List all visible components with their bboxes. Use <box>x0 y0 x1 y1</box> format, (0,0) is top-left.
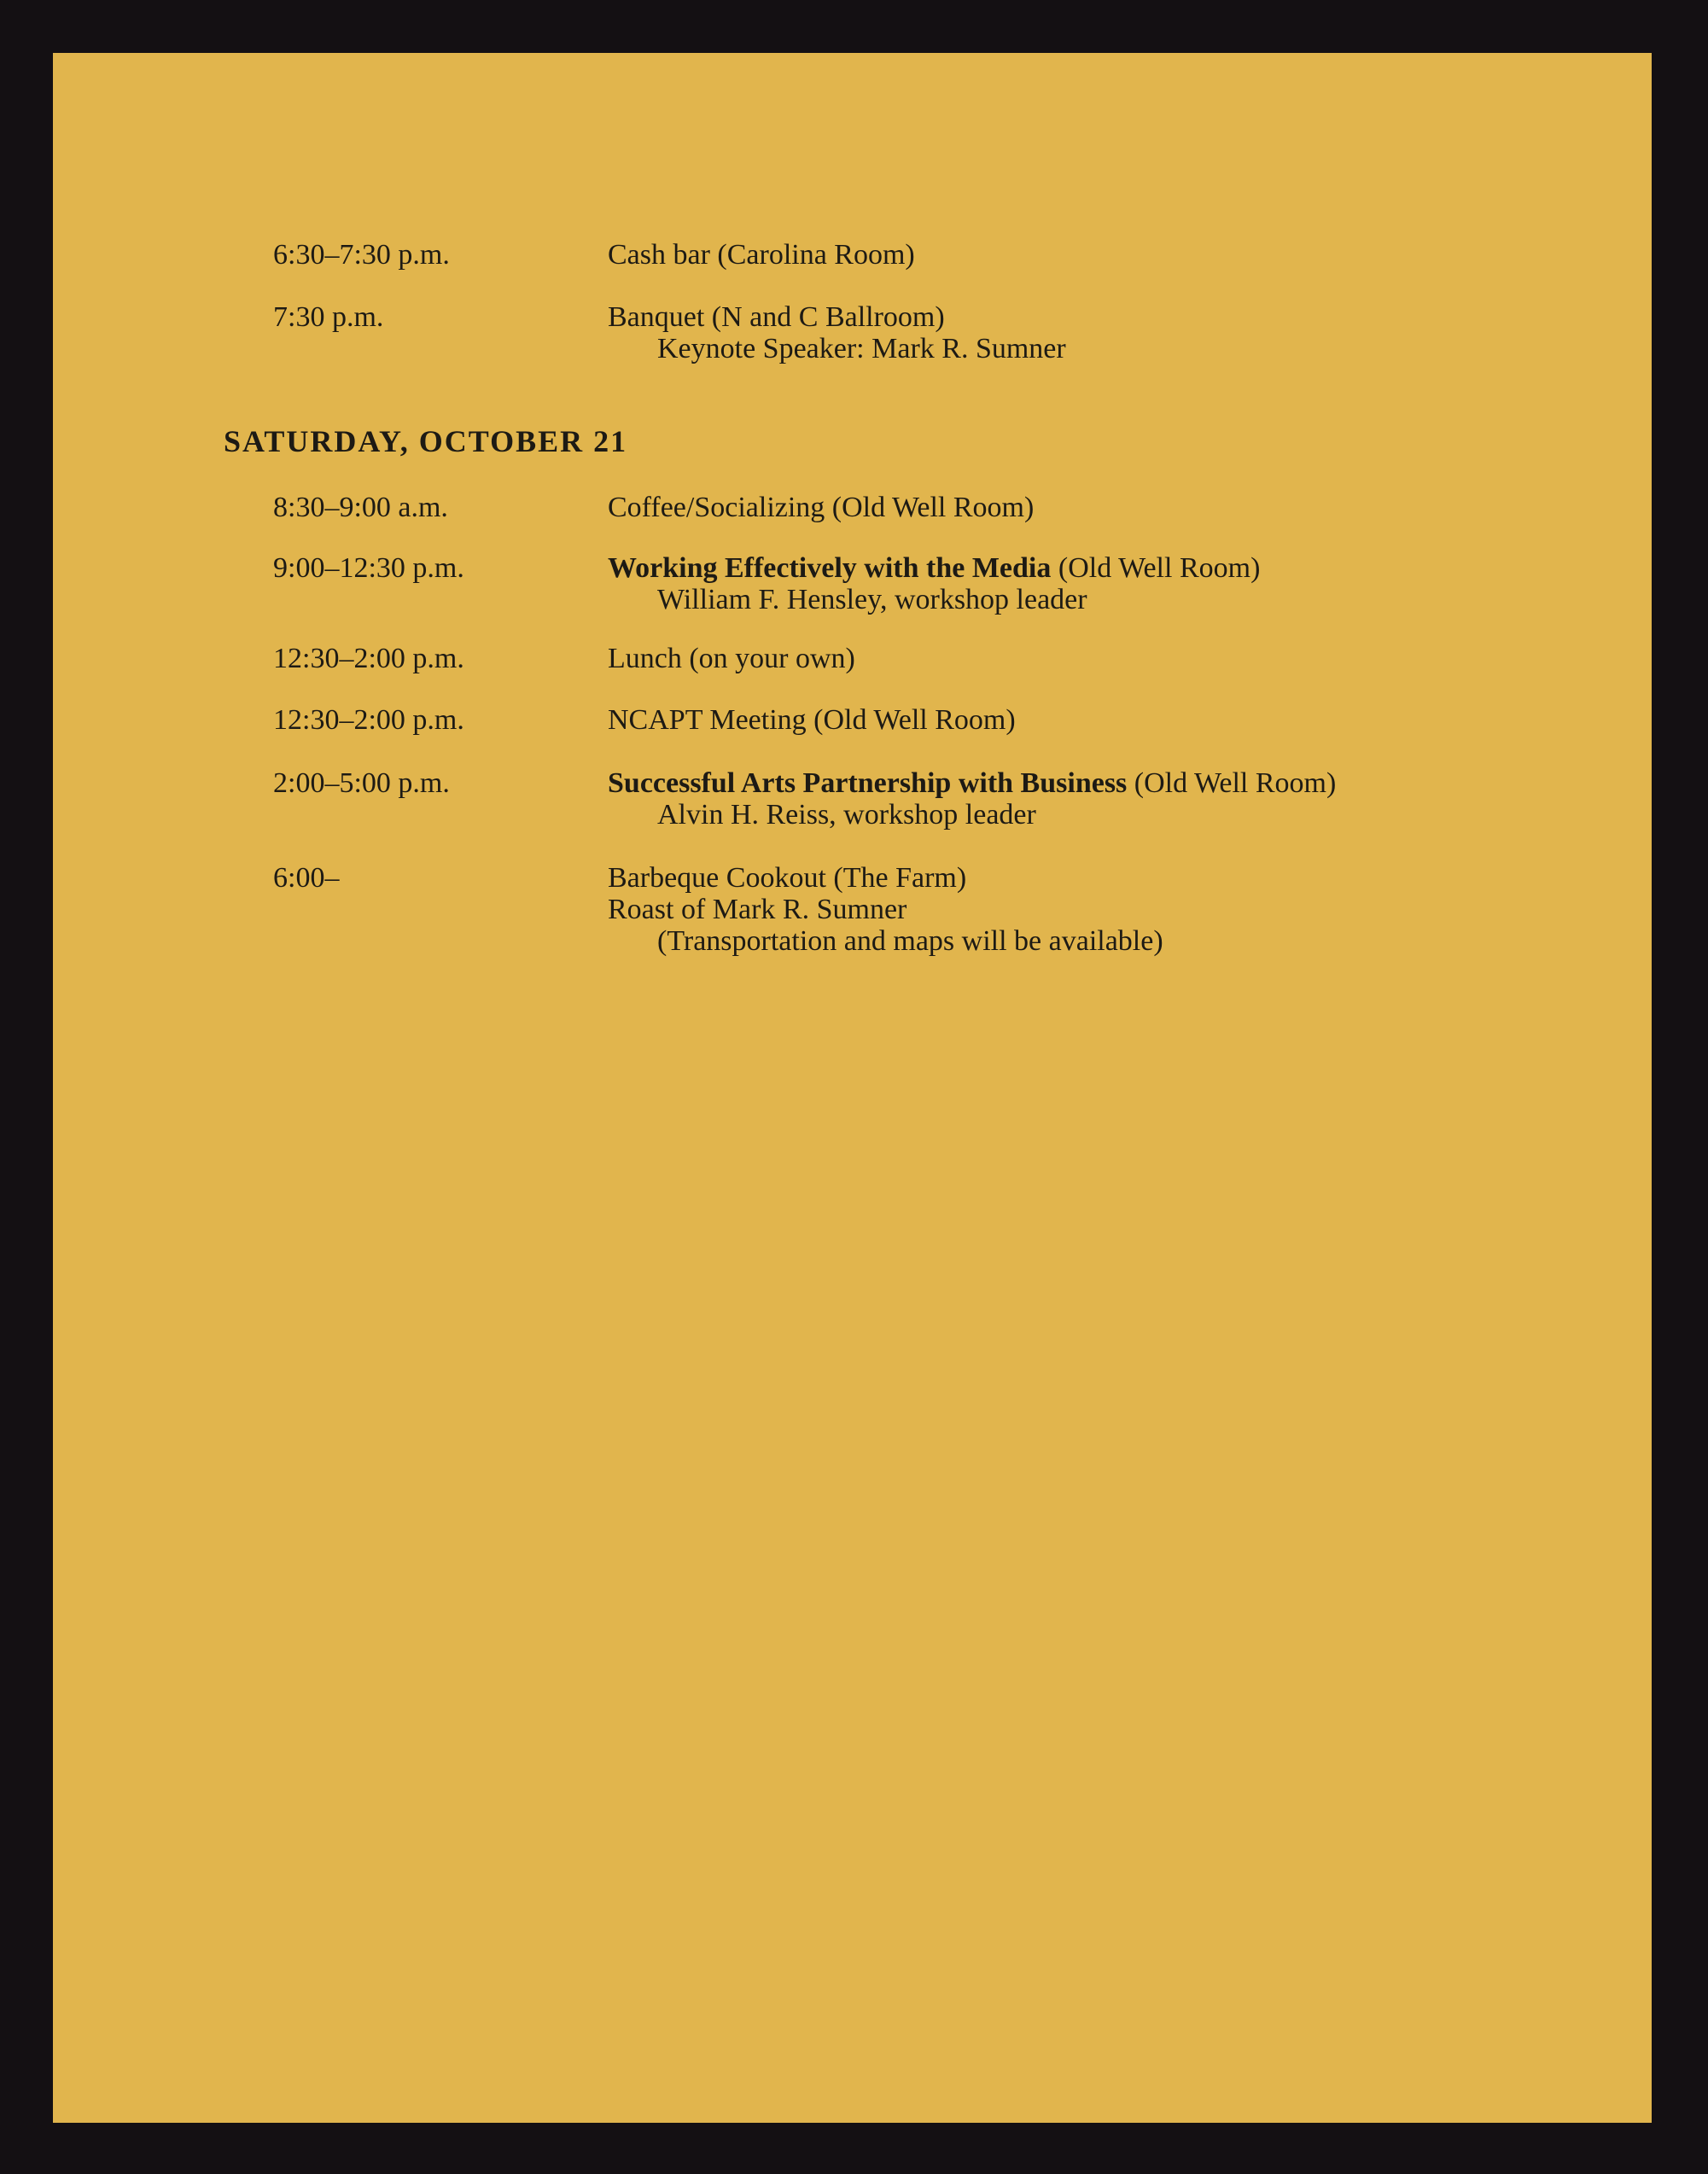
entry-description <box>608 239 915 271</box>
entry-time: 9:00–12:30 p.m. <box>273 552 464 584</box>
entry-time: 8:30–9:00 a.m. <box>273 492 448 523</box>
entry-description <box>608 492 1034 523</box>
entry-description <box>608 301 1066 364</box>
entry-subline: Keynote Speaker: Mark R. Sumner <box>657 333 1066 364</box>
entry-line: Cash bar (Carolina Room) <box>608 239 915 271</box>
entry-time: 2:00–5:00 p.m. <box>273 767 450 799</box>
entry-description <box>608 767 1336 831</box>
entry-location: (Old Well Room) <box>1127 767 1337 799</box>
entry-line: NCAPT Meeting (Old Well Room) <box>608 704 1016 736</box>
day-heading: SATURDAY, OCTOBER 21 <box>224 424 628 458</box>
entry-subline: (Transportation and maps will be available) <box>657 925 1163 957</box>
entry-line: Banquet (N and C Ballroom) <box>608 301 945 333</box>
entry-title: Successful Arts Partnership with Business <box>608 767 1128 799</box>
entry-time: 6:30–7:30 p.m. <box>273 239 450 271</box>
entry-description <box>608 552 1260 615</box>
entry-time: 12:30–2:00 p.m. <box>273 704 464 736</box>
entry-subline: Alvin H. Reiss, workshop leader <box>657 799 1036 831</box>
entry-title: Working Effectively with the Media <box>608 552 1052 584</box>
entry-description <box>608 862 1163 957</box>
document-page <box>53 53 1652 2123</box>
entry-title-line <box>608 767 1336 799</box>
entry-line: Lunch (on your own) <box>608 643 855 674</box>
entry-title-line <box>608 552 1260 584</box>
entry-line: Coffee/Socializing (Old Well Room) <box>608 492 1035 523</box>
entry-description <box>608 704 1016 736</box>
entry-location: (Old Well Room) <box>1051 552 1261 584</box>
entry-line: Barbeque Cookout (The Farm) <box>608 862 967 894</box>
entry-time: 6:00– <box>273 862 340 894</box>
entry-subline: William F. Hensley, workshop leader <box>657 584 1087 615</box>
entry-line: Roast of Mark R. Sumner <box>608 894 907 925</box>
entry-time: 7:30 p.m. <box>273 301 384 333</box>
entry-time: 12:30–2:00 p.m. <box>273 643 464 674</box>
entry-description <box>608 643 855 674</box>
